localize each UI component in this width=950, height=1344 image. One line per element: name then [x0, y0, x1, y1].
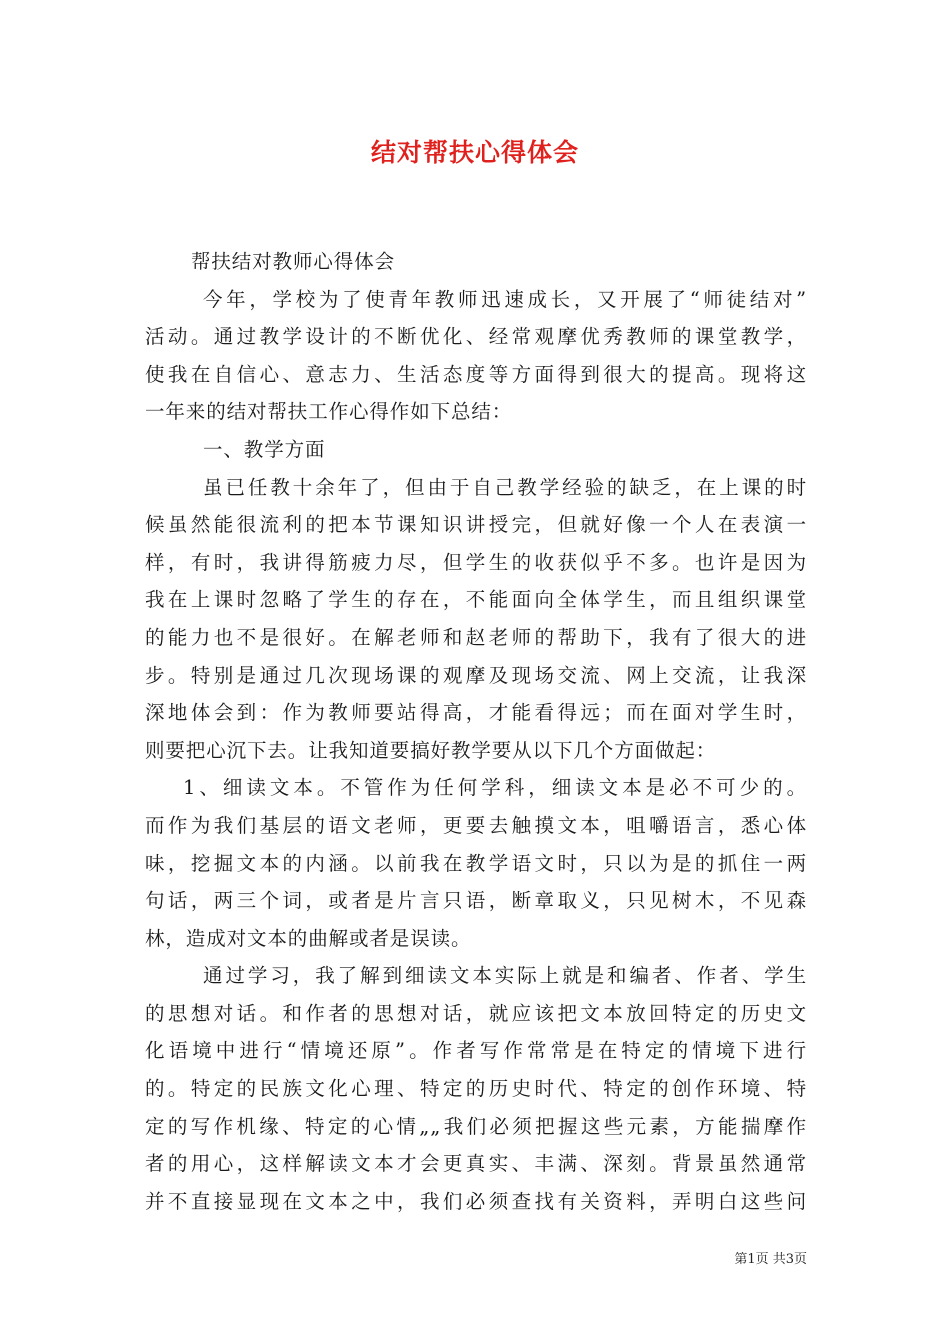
body-line: 一年来的结对帮扶工作心得作如下总结：	[145, 400, 513, 424]
body-line: 而作为我们基层的语文老师，更要去触摸文本，咀嚼语言，悉心体	[145, 813, 807, 837]
body-line: 通过学习，我了解到细读文本实际上就是和编者、作者、学生	[203, 964, 807, 988]
body-line: 者的用心，这样解读文本才会更真实、丰满、深刻。背景虽然通常	[145, 1152, 807, 1176]
body-line: 深地体会到：作为教师要站得高，才能看得远；而在面对学生时，	[145, 701, 807, 725]
body-line: 的思想对话。和作者的思想对话，就应该把文本放回特定的历史文	[145, 1001, 807, 1025]
body-line: 活动。通过教学设计的不断优化、经常观摩优秀教师的课堂教学，	[145, 325, 807, 349]
body-line: 的。特定的民族文化心理、特定的历史时代、特定的创作环境、特	[145, 1077, 807, 1101]
body-line: 一、教学方面	[203, 437, 326, 461]
body-line: 定的写作机缘、特定的心情„„我们必须把握这些元素，方能揣摩作	[145, 1114, 807, 1138]
body-line: 则要把心沉下去。让我知道要搞好教学要从以下几个方面做起：	[145, 738, 717, 762]
body-line: 步。特别是通过几次现场课的观摩及现场交流、网上交流，让我深	[145, 663, 807, 687]
body-line: 今年，学校为了使青年教师迅速成长，又开展了“师徒结对”	[203, 287, 807, 311]
body-line: 1、细读文本。不管作为任何学科，细读文本是必不可少的。	[183, 776, 807, 800]
body-line: 并不直接显现在文本之中，我们必须查找有关资料，弄明白这些问	[145, 1189, 807, 1213]
document-title: 结对帮扶心得体会	[370, 138, 579, 167]
body-line: 使我在自信心、意志力、生活态度等方面得到很大的提高。现将这	[145, 362, 807, 386]
body-line: 我在上课时忽略了学生的存在，不能面向全体学生，而且组织课堂	[145, 588, 807, 612]
body-line: 样，有时，我讲得筋疲力尽，但学生的收获似乎不多。也许是因为	[145, 550, 807, 574]
document-body	[145, 243, 807, 1220]
body-line: 味，挖掘文本的内涵。以前我在教学语文时，只以为是的抓住一两	[145, 851, 807, 875]
body-line: 虽已任教十余年了，但由于自己教学经验的缺乏，在上课的时	[203, 475, 807, 499]
body-line: 句话，两三个词，或者是片言只语，断章取义，只见树木，不见森	[145, 889, 807, 913]
page-footer: 第1页 共3页	[734, 1252, 807, 1267]
body-line: 化语境中进行“情境还原”。作者写作常常是在特定的情境下进行	[145, 1039, 807, 1063]
body-line: 的能力也不是很好。在解老师和赵老师的帮助下，我有了很大的进	[145, 625, 807, 649]
body-line: 候虽然能很流利的把本节课知识讲授完，但就好像一个人在表演一	[145, 513, 807, 537]
body-line: 帮扶结对教师心得体会	[191, 250, 396, 273]
body-line: 林，造成对文本的曲解或者是误读。	[145, 926, 472, 950]
